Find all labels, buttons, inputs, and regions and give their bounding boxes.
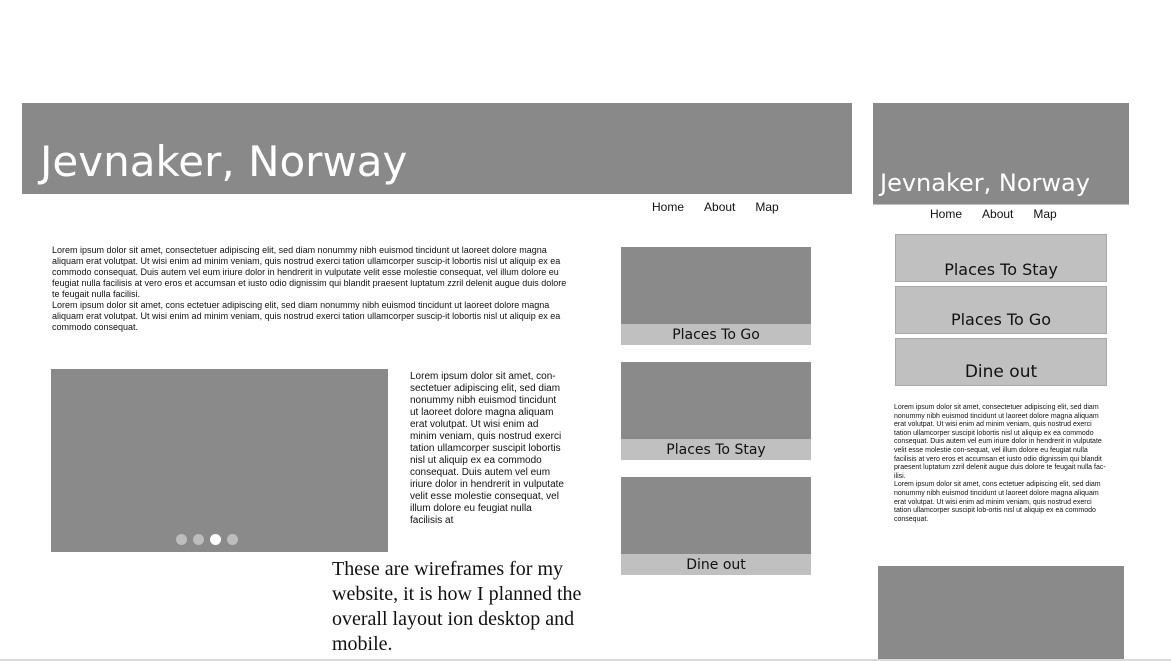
- card-image-placeholder: [621, 362, 811, 439]
- intro-paragraph-2: Lorem ipsum dolor sit amet, cons ectetuer adipiscing elit, sed diam nonummy nibh euismod tincidunt ut laoreet dolore magna aliquam erat volutpat. Ut wisi enim ad minim veniam, quis nostrud exerci tation ullamcorper suscip-it lobortis nisl ut aliquip ex ea commodo consequat.: [52, 300, 561, 332]
- nav-home-link[interactable]: Home: [930, 207, 963, 221]
- nav-map-link[interactable]: Map: [1033, 207, 1057, 221]
- mobile-text: [894, 404, 1108, 524]
- card-image-placeholder: [621, 477, 811, 554]
- carousel-dot[interactable]: [176, 534, 187, 545]
- nav-about-link[interactable]: About: [982, 207, 1014, 221]
- mobile-nav: [930, 205, 1077, 223]
- mobile-button-dine-out[interactable]: Dine out: [895, 338, 1107, 386]
- nav-home-link[interactable]: Home: [652, 200, 685, 214]
- desktop-nav: [652, 198, 799, 216]
- mobile-paragraph-1: Lorem ipsum dolor sit amet, consectetuer adipiscing elit, sed diam nonummy nibh euismod tincidunt ut laoreet dolore magna aliquam erat volutpat. Ut wisi enim ad minim veniam, quis nostrud exerci tation ullamcorper suscipit lobortis nisl ut aliquip ex ea commodo consequat. Duis autem vel eum iriure dolor in hendrerit in vulputate velit esse molestie con-sequat, vel illum dolore eu feugiat nulla facilisis at vero eros et accumsan et iusto odio dignissim qui blandit praesent luptatum zzril delenit augue duis dolore te feugait nulla fac-ilisi.: [894, 404, 1106, 480]
- wireframe-caption: These are wireframes for my website, it is how I planned the overall layout ion desktop and mobile.: [332, 558, 582, 655]
- mobile-paragraph-2: Lorem ipsum dolor sit amet, cons ectetuer adipiscing elit, sed diam nonummy nibh euismod tincidunt ut laoreet dolore magna aliquam erat volutpat. Ut wisi enim ad minim veniam, quis nostrud exerci tation ullamcorper suscipit lob-ortis nisl ut aliquip ex ea commodo consequat.: [894, 481, 1101, 523]
- card-places-to-go[interactable]: [621, 247, 811, 345]
- card-label: Dine out: [621, 554, 811, 575]
- card-image-placeholder: [621, 247, 811, 324]
- card-label: Places To Stay: [621, 439, 811, 460]
- carousel-dot-active[interactable]: [210, 534, 221, 545]
- image-carousel[interactable]: [51, 369, 388, 552]
- card-label: Places To Go: [621, 324, 811, 345]
- mobile-image-placeholder: [878, 566, 1124, 661]
- desktop-side-text: Lorem ipsum dolor sit amet, con-sectetuer adipiscing elit, sed diam nonummy nibh euismod tincidunt ut laoreet dolore magna aliquam erat volutpat. Ut wisi enim ad minim veniam, quis nostrud exerci tation ullamcorper suscipit lobortis nisl ut aliquip ex ea commodo consequat. Duis autem vel eum iriure dolor in hendrerit in vulputate velit esse molestie consequat, vel illum dolore eu feugiat nulla facilisis at: [410, 371, 564, 526]
- intro-paragraph-1: Lorem ipsum dolor sit amet, consectetuer adipiscing elit, sed diam nonummy nibh euismod tincidunt ut laoreet dolore magna aliquam erat volutpat. Ut wisi enim ad minim veniam, quis nostrud exerci tation ullamcorper suscip-it lobortis nisl ut aliquip ex ea commodo consequat. Duis autem vel eum iriure dolor in hendrerit in vulputate velit esse molestie consequat, vel illum dolore eu feugiat nulla facilisis at vero eros et accumsan et iusto odio dignissim qui blandit praesent luptatum zzril delenit augue duis dolore te feugait nulla facilisi.: [52, 245, 567, 299]
- nav-map-link[interactable]: Map: [755, 200, 779, 214]
- desktop-intro-text: [52, 245, 574, 333]
- card-places-to-stay[interactable]: [621, 362, 811, 460]
- carousel-dot[interactable]: [227, 534, 238, 545]
- mobile-button-places-to-go[interactable]: Places To Go: [895, 286, 1107, 334]
- mobile-button-places-to-stay[interactable]: Places To Stay: [895, 234, 1107, 282]
- desktop-site-title: Jevnaker, Norway: [40, 137, 408, 186]
- carousel-dot[interactable]: [193, 534, 204, 545]
- card-dine-out[interactable]: [621, 477, 811, 575]
- carousel-dots: [176, 532, 244, 550]
- mobile-site-title: Jevnaker, Norway: [880, 169, 1090, 197]
- nav-about-link[interactable]: About: [704, 200, 736, 214]
